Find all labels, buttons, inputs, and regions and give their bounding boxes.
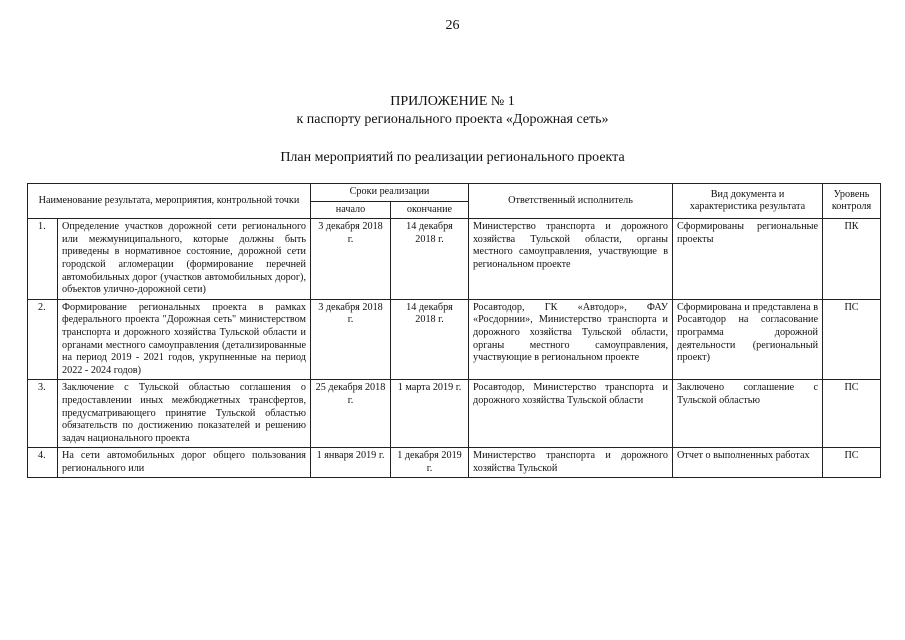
row-name-text: Заключение с Тульской областью соглашения о предоставлении иных межбюджетных трансфертов, предусматривающего принятие Тульской областью обязательств по достижению показателей и решению задач национального проекта xyxy=(62,382,306,444)
row-doc xyxy=(673,448,823,478)
appendix-subtitle: к паспорту регионального проекта «Дорожная сеть» xyxy=(296,112,609,127)
row-executor-text: Росавтодор, Министерство транспорта и дорожного хозяйства Тульской области xyxy=(473,382,669,406)
header-name: Наименование результата, мероприятия, контрольной точки xyxy=(28,184,311,219)
row-doc xyxy=(673,299,823,380)
row-doc xyxy=(673,219,823,300)
header-end: окончание xyxy=(391,201,469,219)
row-executor xyxy=(469,380,673,448)
row-end: 14 декабря 2018 г. xyxy=(391,299,469,380)
row-end: 1 декабря 2019 г. xyxy=(391,448,469,478)
row-doc-text: Сформированы региональные проекты xyxy=(677,221,819,245)
header-start: начало xyxy=(311,201,391,219)
table-row xyxy=(28,380,881,448)
row-executor-text: Росавтодор, ГК «Автодор», ФАУ «Росдорнии», Министерство транспорта и дорожного хозяйства Тульской области, органы местного самоуправления, участвующие в региональном проекте xyxy=(473,301,669,364)
activities-table xyxy=(27,183,881,478)
row-name-text: Определение участков дорожной сети регионального или межмуниципального, которые должны быть приведены в нормативное состояние, дорожной сети городской агломерации (формирование перечней автомобильных дорог (участков автомобильных дорог), объектов улично-дорожной сети) xyxy=(62,221,306,296)
row-number: 1. xyxy=(28,219,58,300)
row-executor-text: Министерство транспорта и дорожного хозяйства Тульской xyxy=(473,450,669,474)
row-start: 1 января 2019 г. xyxy=(311,448,391,478)
header-executor: Ответственный исполнитель xyxy=(469,184,673,219)
row-start: 25 декабря 2018 г. xyxy=(311,380,391,448)
row-name xyxy=(58,380,311,448)
row-name-text: Формирование региональных проекта в рамках федерального проекта "Дорожная сеть" министерством транспорта и дорожного хозяйства Тульской области и органами местного самоуправления (детализированные на период 2019 - 2021 годов, укрупненные на период 2022 - 2024 годов) xyxy=(62,301,306,376)
header-doc: Вид документа и характеристика результата xyxy=(673,184,823,219)
row-executor xyxy=(469,448,673,478)
row-executor xyxy=(469,299,673,380)
row-doc-text: Отчет о выполненных работах xyxy=(677,450,810,462)
row-number: 3. xyxy=(28,380,58,448)
row-end: 1 марта 2019 г. xyxy=(391,380,469,448)
row-start: 3 декабря 2018 г. xyxy=(311,299,391,380)
row-executor-text: Министерство транспорта и дорожного хозяйства Тульской области, органы местного самоуправления, участвующие в региональном проекте xyxy=(473,221,669,270)
table-row xyxy=(28,219,881,300)
row-doc-text: Сформирована и представлена в Росавтодор на согласование программа дорожной деятельности (региональный проект) xyxy=(677,301,819,364)
row-control: ПК xyxy=(823,219,881,300)
row-control: ПС xyxy=(823,380,881,448)
row-name xyxy=(58,219,311,300)
row-control: ПС xyxy=(823,299,881,380)
row-end: 14 декабря 2018 г. xyxy=(391,219,469,300)
appendix-title: ПРИЛОЖЕНИЕ № 1 xyxy=(390,94,515,109)
row-name xyxy=(58,448,311,478)
table-row xyxy=(28,299,881,380)
row-doc xyxy=(673,380,823,448)
header-terms: Сроки реализации xyxy=(311,184,469,202)
row-number: 2. xyxy=(28,299,58,380)
page-number: 26 xyxy=(445,18,460,33)
plan-title: План мероприятий по реализации регионального проекта xyxy=(280,150,625,165)
row-number: 4. xyxy=(28,448,58,478)
row-executor xyxy=(469,219,673,300)
row-name-text: На сети автомобильных дорог общего пользования регионального или xyxy=(62,450,306,474)
row-doc-text: Заключено соглашение с Тульской областью xyxy=(677,382,819,406)
row-start: 3 декабря 2018 г. xyxy=(311,219,391,300)
table-row xyxy=(28,448,881,478)
row-name xyxy=(58,299,311,380)
row-control: ПС xyxy=(823,448,881,478)
header-control: Уровень контроля xyxy=(823,184,881,219)
